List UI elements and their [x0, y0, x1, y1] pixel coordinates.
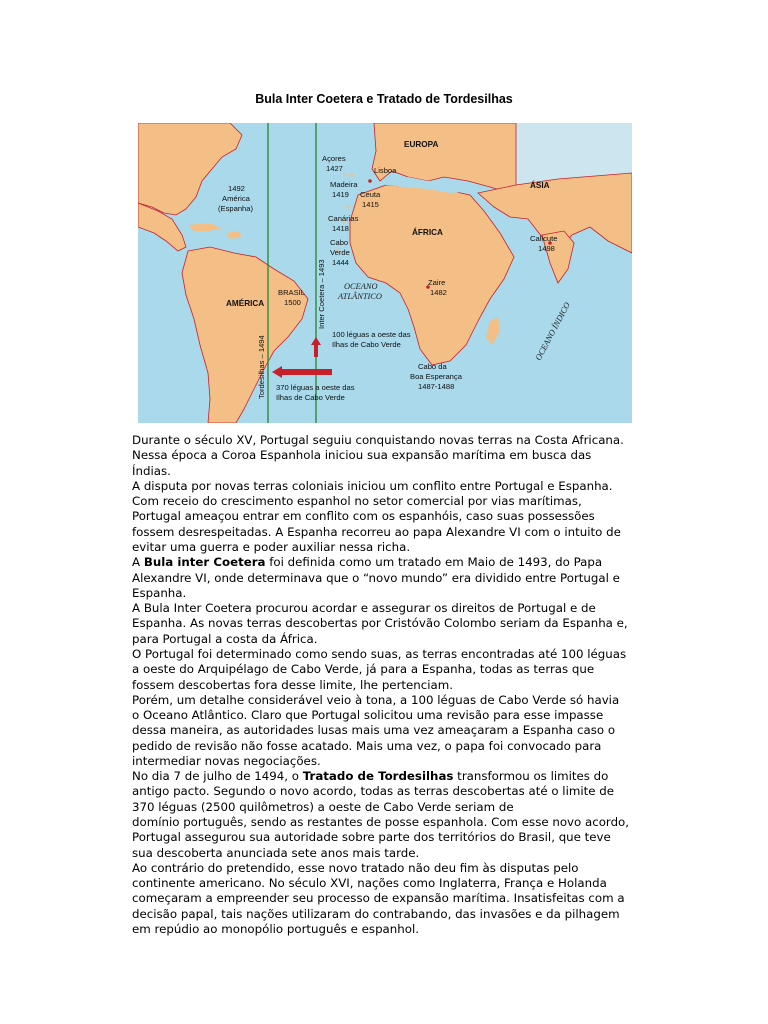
label-inter-coetera: Inter Coetera – 1493	[317, 259, 326, 329]
label-acores: Açores	[322, 154, 346, 163]
p5-line: fossem descobertas fora desse limite, lhe pertenciam.	[132, 677, 454, 692]
p6-line: pedido de revisão não fosse acatado. Mais uma vez, o papa foi convocado para	[132, 738, 602, 753]
p8-line: decisão papal, tais nações utilizaram do contrabando, das invasões e da pilhagem	[132, 906, 620, 921]
label-oceano: OCEANO	[344, 282, 378, 291]
p5-line: a oeste do Arquipélago de Cabo Verde, já para a Espanha, todas as terras que	[132, 662, 595, 677]
arrow-up-shaft	[314, 345, 318, 357]
p6-line: Porém, um detalhe considerável veio à tona, a 100 léguas de Cabo Verde só havia	[132, 692, 620, 707]
p7-pre: No dia 7 de julho de 1494, o	[132, 769, 303, 784]
article-body	[132, 433, 644, 937]
p3-line: Alexandre VI, onde determinava que o “novo mundo” era dividido entre Portugal e	[132, 570, 620, 585]
map-svg	[138, 123, 632, 423]
p7-line: antigo pacto. Segundo o novo acordo, todas as terras descobertas até o limite de	[132, 784, 614, 799]
label-boa-esperanca-year: 1487-1488	[418, 382, 455, 391]
p4-line: Espanha. As novas terras descobertas por Cristóvão Colombo seriam da Espanha e,	[132, 616, 628, 631]
label-cabo-verde-1: Cabo	[330, 238, 349, 247]
label-cabo-verde-year: 1444	[332, 258, 349, 267]
p7-line: domínio português, sendo as restantes de posse espanhola. Com esse novo acordo,	[132, 815, 630, 830]
label-ceuta: Ceuta	[360, 190, 381, 199]
label-lisboa: Lisboa	[374, 166, 397, 175]
p4-line: A Bula Inter Coetera procurou acordar e assegurar os direitos de Portugal e de	[132, 601, 596, 616]
label-europa: EUROPA	[404, 140, 439, 149]
p7-line: sua descoberta anunciada sete anos mais tarde.	[132, 845, 420, 860]
azores-island-2	[345, 174, 348, 177]
p3-first-line	[132, 555, 644, 570]
note-100-line2: Ilhas de Cabo Verde	[332, 340, 401, 349]
p7-line: 370 léguas (2500 quilômetros) a oeste de Cabo Verde seriam de	[132, 799, 514, 814]
label-calicute-year: 1498	[538, 244, 555, 253]
p2-line: Portugal ameaçou entrar em conflito com os espanhóis, caso suas possessões	[132, 509, 595, 524]
p8-line: Ao contrário do pretendido, esse novo tratado não deu fim às disputas pelo	[132, 860, 579, 875]
map-figure	[138, 123, 632, 423]
madeira-island	[346, 205, 349, 208]
label-cabo-da: Cabo da	[418, 362, 447, 371]
label-brasil: BRASIL	[278, 288, 306, 297]
p2-line: Com receio do crescimento espanhol no setor comercial por vias marítimas,	[132, 494, 582, 509]
label-america-name: América	[222, 194, 250, 203]
p4-line: para Portugal a costa da África.	[132, 631, 318, 646]
p8-line: continente americano. No século XVI, nações como Inglaterra, França e Holanda	[132, 876, 607, 891]
p6-line: intermediar novas negociações.	[132, 753, 321, 768]
label-oceano-indico: OCEANO ÍNDICO	[533, 300, 573, 362]
p1-line: Durante o século XV, Portugal seguiu conquistando novas terras na Costa Africana.	[132, 433, 624, 447]
p6-line: o Oceano Atlântico. Claro que Portugal solicitou uma revisão para esse impasse	[132, 708, 604, 723]
p3-line: Espanha.	[132, 585, 187, 600]
label-america: AMÉRICA	[226, 299, 265, 308]
label-zaire-year: 1482	[430, 288, 447, 297]
note-370-line1: 370 léguas a oeste das	[276, 383, 355, 392]
label-zaire: Zaire	[428, 278, 446, 287]
bula-term: Bula inter Coetera	[143, 555, 266, 570]
label-america-year: 1492	[228, 184, 245, 193]
p8-line: começaram a empreender seu processo de expansão marítima. Insatisfeitas com a	[132, 891, 625, 906]
p7-post: transformou os limites do	[453, 769, 609, 784]
label-atlantico: ATLÂNTICO	[338, 292, 382, 301]
label-tordesilhas: Tordesilhas – 1494	[257, 335, 266, 399]
arrow-left-shaft	[280, 369, 332, 375]
p8-line: em repúdio ao monopólio português e espanhol.	[132, 922, 419, 936]
label-cabo-verde-2: Verde	[330, 248, 350, 257]
p7-line: Portugal assegurou sua autoridade sobre parte dos territórios do Brasil, que teve	[132, 830, 611, 845]
p7-first-line	[132, 769, 644, 784]
label-asia: ÁSIA	[530, 181, 550, 190]
p6-line: dessa maneira, as autoridades lusas mais uma vez ameaçaram a Espanha caso o	[132, 723, 616, 738]
azores-island	[350, 173, 353, 176]
label-acores-year: 1427	[326, 164, 343, 173]
p5-line: O Portugal foi determinado como sendo suas, as terras encontradas até 100 léguas	[132, 646, 627, 661]
p3-post: foi definida como um tratado em Maio de 1493, do Papa	[265, 555, 603, 570]
p1-line: Nessa época a Coroa Espanhola iniciou sua expansão marítima em busca das	[132, 448, 592, 463]
label-brasil-year: 1500	[284, 298, 301, 307]
tratado-term: Tratado de Tordesilhas	[302, 769, 454, 784]
label-madeira: Madeira	[330, 180, 358, 189]
lisboa-marker	[368, 179, 372, 183]
label-canarias-year: 1418	[332, 224, 349, 233]
p1-line: Índias.	[132, 463, 171, 478]
page-title: Bula Inter Coetera e Tratado de Tordesilhas	[255, 92, 513, 106]
label-boa-esperanca: Boa Esperança	[410, 372, 462, 381]
note-370-line2: Ilhas de Cabo Verde	[276, 393, 345, 402]
p2-line: A disputa por novas terras coloniais iniciou um conflito entre Portugal e Espanha.	[132, 478, 613, 493]
label-africa: ÁFRICA	[412, 228, 443, 237]
p2-line: fossem desrespeitadas. A Espanha recorreu ao papa Alexandre VI com o intuito de	[132, 524, 621, 539]
label-madeira-year: 1419	[332, 190, 349, 199]
label-ceuta-year: 1415	[362, 200, 379, 209]
label-calicute: Calicute	[530, 234, 558, 243]
label-america-espanha: (Espanha)	[218, 204, 254, 213]
p3-pre: A	[132, 555, 144, 570]
note-100-line1: 100 léguas a oeste das	[332, 330, 411, 339]
p2-line: evitar uma guerra e poder auxiliar nessa richa.	[132, 539, 411, 554]
label-canarias: Canárias	[328, 214, 359, 223]
